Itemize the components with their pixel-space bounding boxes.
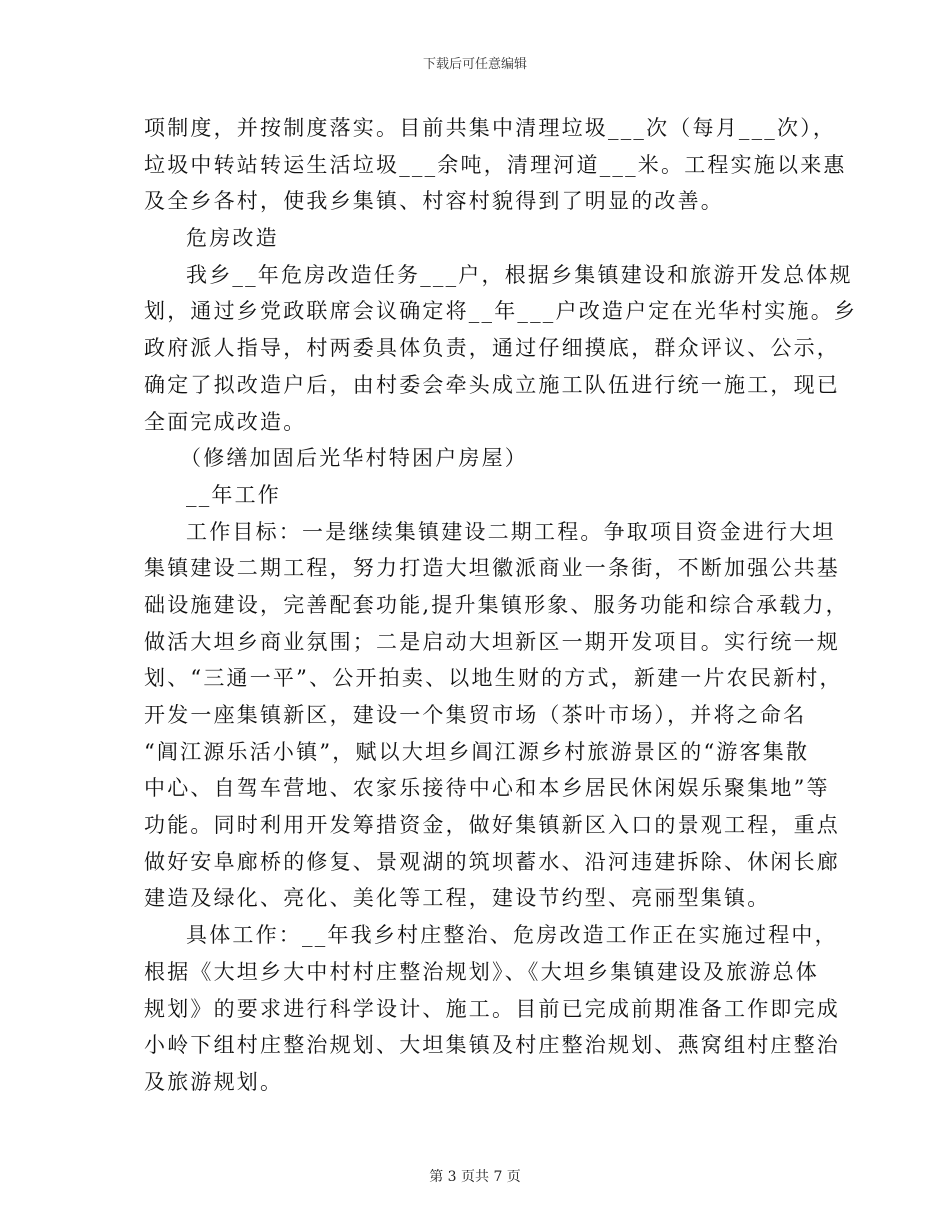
paragraph-line: 项制度，并按制度落实。目前共集中清理垃圾___次（每月___次）， — [144, 116, 837, 140]
paragraph-line: “阊江源乐活小镇”，赋以大坦乡阊江源乡村旅游景区的“游客集散 — [144, 739, 810, 764]
paragraph-line: 及全乡各村，使我乡集镇、村容村貌得到了明显的改善。 — [144, 189, 724, 214]
paragraph-line: 功能。同时利用开发筹措资金，做好集镇新区入口的景观工程，重点 — [144, 813, 840, 838]
section-heading-year-work: __年工作 — [186, 482, 281, 507]
paragraph-line: 具体工作：__年我乡村庄整治、危房改造工作正在实施过程中， — [186, 923, 838, 948]
paragraph-line: 垃圾中转站转运生活垃圾___余吨，清理河道___米。工程实施以来惠 — [144, 152, 847, 177]
page-header: 下载后可任意编辑 — [422, 57, 527, 72]
paragraph-line: 础设施建设，完善配套功能,提升集镇形象、服务功能和综合承载力， — [144, 592, 849, 617]
paragraph-line: 做好安阜廊桥的修复、景观湖的筑坝蓄水、沿河违建拆除、休闲长廊 — [144, 849, 840, 874]
paragraph-line: 中心、自驾车营地、农家乐接待中心和本乡居民休闲娱乐聚集地”等 — [144, 776, 830, 801]
paragraph-line: 我乡__年危房改造任务___户，根据乡集镇建设和旅游开发总体规 — [186, 262, 853, 287]
paragraph-line: 工作目标：一是继续集镇建设二期工程。争取项目资金进行大坦 — [186, 519, 836, 544]
photo-caption: （修缮加固后光华村特困户房屋） — [180, 446, 528, 471]
paragraph-line: 及旅游规划。 — [144, 1069, 284, 1094]
paragraph-line: 做活大坦乡商业氛围；二是启动大坦新区一期开发项目。实行统一规 — [144, 629, 840, 654]
section-heading-dangerous-housing: 危房改造 — [186, 226, 279, 251]
paragraph-line: 政府派人指导，村两委具体负责，通过仔细摸底，群众评议、公示， — [144, 336, 840, 361]
paragraph-line: 划，通过乡党政联席会议确定将__年___户改造户定在光华村实施。乡 — [144, 299, 858, 324]
paragraph-line: 集镇建设二期工程，努力打造大坦徽派商业一条街，不断加强公共基 — [144, 556, 840, 581]
paragraph-line: 规划》的要求进行科学设计、施工。目前已完成前期准备工作即完成 — [144, 996, 840, 1021]
paragraph-line: 小岭下组村庄整治规划、大坦集镇及村庄整治规划、燕窝组村庄整治 — [144, 1033, 840, 1058]
paragraph-line: 划、“三通一平”、公开拍卖、以地生财的方式，新建一片农民新村， — [144, 666, 843, 691]
paragraph-line: 开发一座集镇新区，建设一个集贸市场（茶叶市场），并将之命名 — [144, 703, 807, 727]
paragraph-line: 建造及绿化、亮化、美化等工程，建设节约型、亮丽型集镇。 — [144, 886, 771, 911]
paragraph-line: 根据《大坦乡大中村村庄整治规划》、《大坦乡集镇建设及旅游总体 — [144, 959, 819, 984]
document-body — [144, 110, 858, 1101]
paragraph-line: 全面完成改造。 — [144, 409, 307, 434]
page-number: 第 3 页共 7 页 — [429, 1169, 521, 1185]
paragraph-line: 确定了拟改造户后，由村委会牵头成立施工队伍进行统一施工，现已 — [144, 372, 840, 397]
